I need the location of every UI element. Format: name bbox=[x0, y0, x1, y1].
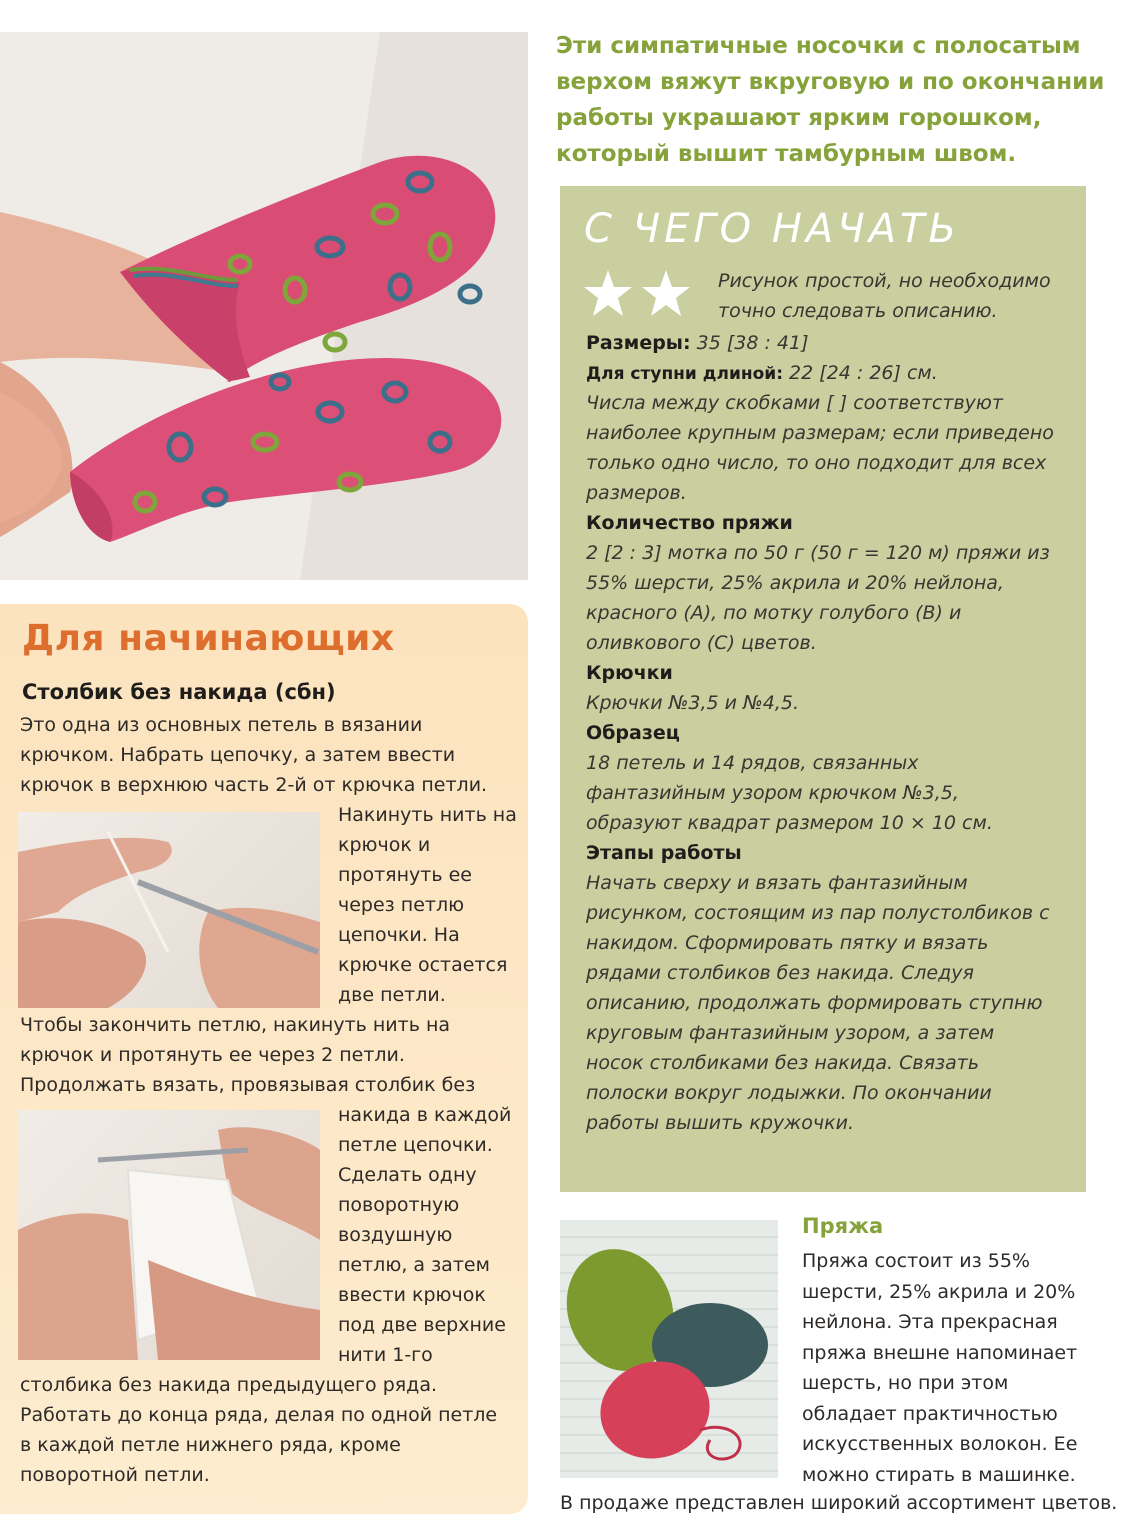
gauge-heading: Образец bbox=[586, 722, 680, 744]
hands-hook-illustration bbox=[18, 812, 320, 1008]
beginners-para-2: Накинуть нить на крючок и протянуть ее через петлю цепочки. На крючке остается две петли. bbox=[338, 804, 517, 1006]
sizes-value: 35 [38 : 41] bbox=[690, 332, 809, 354]
intro-text: Эти симпатичные носочки с полосатым верхом вяжут вкруговую и по окончании работы украшают ярким горошком, который вышит тамбурным швом. bbox=[556, 33, 1105, 167]
sizes-line bbox=[586, 328, 1066, 358]
beginners-para-1: Это одна из основных петель в вязании крючком. Набрать цепочку, а затем ввести крючок в верхнюю часть 2-й от крючка петли. bbox=[20, 714, 488, 796]
yarn-description: Пряжа состоит из 55% шерсти, 25% акрила и 20% нейлона. Эта прекрасная пряжа внешне напоминает шерсть, но при этом обладает практичностью искусственных волокон. Ее можно стирать в машинке. bbox=[802, 1250, 1078, 1486]
hook-photo-2 bbox=[18, 1110, 320, 1360]
start-title: С ЧЕГО НАЧАТЬ bbox=[584, 206, 960, 252]
socks-photo bbox=[0, 32, 528, 580]
beginners-panel bbox=[0, 604, 528, 1514]
yarn-title: Пряжа bbox=[802, 1214, 884, 1238]
foot-label: Для ступни длиной: bbox=[586, 364, 783, 384]
stages-text: Начать сверху и вязать фантазийным рисунком, состоящим из пар полустолбиков с накидом. Сформировать пятку и вязать рядами столбиков без накида. Следуя описанию, продолжать формировать ступню круговым фантазийным узором, а затем носок столбиками без накида. Связать полоски вокруг лодыжки. По окончании работы вышить кружочки. bbox=[586, 872, 1050, 1134]
yarn-amount-text: 2 [2 : 3] мотка по 50 г (50 г = 120 м) пряжи из 55% шерсти, 25% акрила и 20% нейлона, красного (А), по мотку голубого (В) и оливкового (С) цветов. bbox=[586, 542, 1050, 654]
socks-illustration bbox=[0, 32, 528, 580]
stages-heading: Этапы работы bbox=[586, 842, 742, 864]
gauge-text: 18 петель и 14 рядов, связанных фантазийным узором крючком №3,5, образуют квадрат размером 10 × 10 см. bbox=[586, 752, 993, 834]
beginners-title: Для начинающих bbox=[22, 618, 395, 659]
beginners-para-3: Чтобы закончить петлю, накинуть нить на крючок и протянуть ее через 2 петли. Продолжать вязать, провязывая столбик без bbox=[20, 1014, 476, 1096]
hooks-text: Крючки №3,5 и №4,5. bbox=[586, 692, 800, 714]
difficulty-stars-icon bbox=[582, 268, 692, 320]
start-info-box bbox=[560, 186, 1086, 1192]
yarn-amount-heading: Количество пряжи bbox=[586, 512, 793, 534]
hooks-heading: Крючки bbox=[586, 662, 673, 684]
beginners-para-4: накида в каждой петле цепочки. Сделать одну поворотную воздушную петлю, а затем ввести крючок под две верхние нити 1-го bbox=[338, 1104, 512, 1366]
foot-line bbox=[586, 358, 1066, 389]
yarn-assortment-line: В продаже представлен широкий ассортимент цветов. bbox=[560, 1492, 1118, 1514]
difficulty-text: Рисунок простой, но необходимо точно следовать описанию. bbox=[718, 270, 1051, 322]
sizes-label: Размеры: bbox=[586, 332, 691, 354]
foot-value: 22 [24 : 26] см. bbox=[783, 362, 938, 384]
yarn-balls-illustration bbox=[560, 1220, 778, 1478]
beginners-subtitle: Столбик без накида (сбн) bbox=[22, 680, 336, 704]
hook-photo-1 bbox=[18, 812, 320, 1008]
yarn-photo bbox=[560, 1220, 778, 1478]
beginners-para-5: столбика без накида предыдущего ряда. Работать до конца ряда, делая по одной петле в каждой петле нижнего ряда, кроме поворотной петли. bbox=[20, 1374, 498, 1486]
crochet-swatch-illustration bbox=[18, 1110, 320, 1360]
brackets-note: Числа между скобками [ ] соответствуют наиболее крупным размерам; если приведено только одно число, то оно подходит для всех размеров. bbox=[586, 392, 1054, 504]
